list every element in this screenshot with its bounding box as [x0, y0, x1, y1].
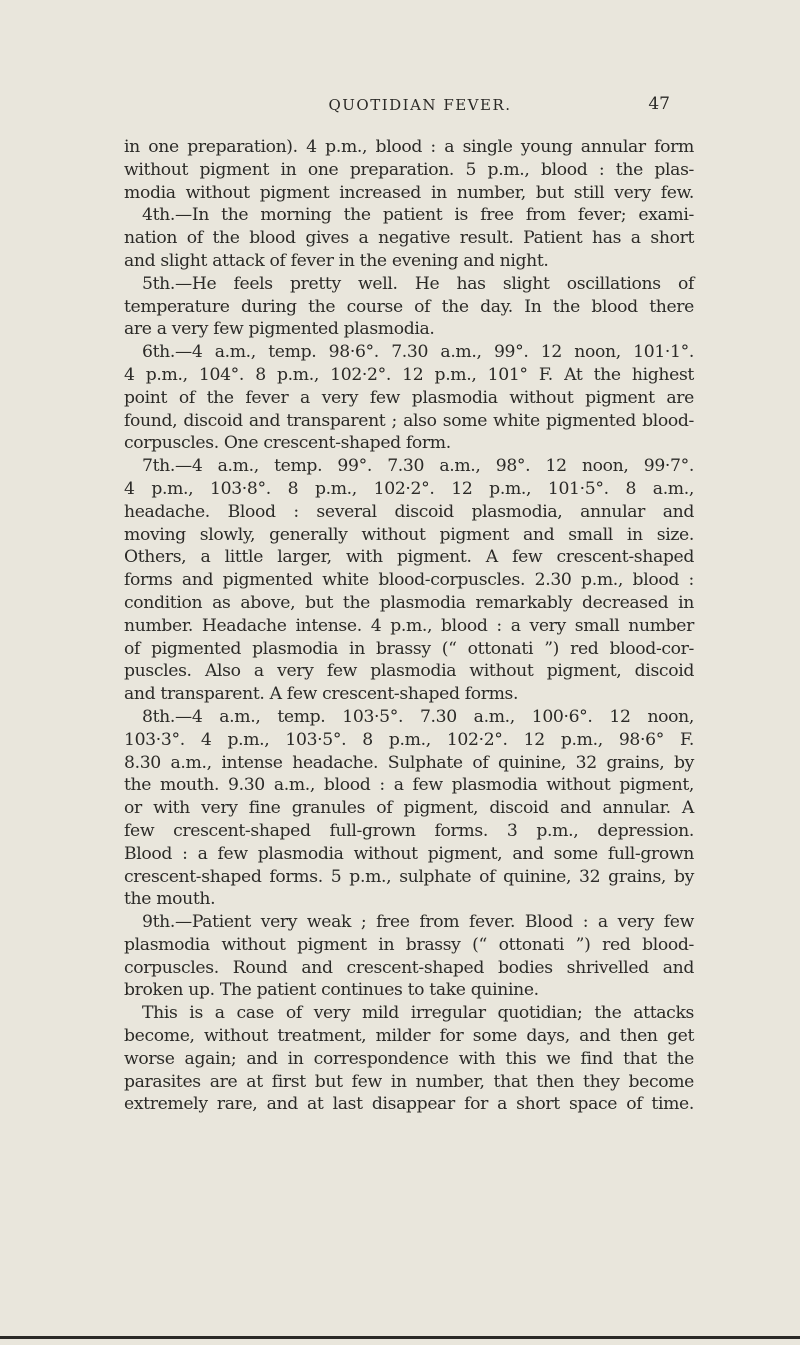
text-line: the mouth.	[124, 889, 216, 910]
text-line: number. Headache intense. 4 p.m., blood : a very small number	[124, 615, 694, 636]
text-line: of pigmented plasmodia in brassy (“ ottonati ”) red blood-cor-	[124, 638, 694, 659]
body-text	[124, 136, 694, 1116]
text-line: 8.30 a.m., intense headache. Sulphate of quinine, 32 grains, by	[124, 752, 694, 773]
text-line: parasites are at first but few in number, that then they become	[124, 1071, 694, 1092]
text-line: modia without pigment increased in number, but still very few.	[124, 182, 694, 203]
page-number: 47	[648, 94, 670, 114]
text-line: corpuscles. Round and crescent-shaped bodies shrivelled and	[124, 957, 694, 978]
text-line: broken up. The patient continues to take quinine.	[124, 980, 539, 1001]
text-line: few crescent-shaped full-grown forms. 3 p.m., depression.	[124, 820, 694, 841]
page-header	[0, 88, 800, 118]
text-line: 8th.—4 a.m., temp. 103·5°. 7.30 a.m., 100·6°. 12 noon,	[142, 706, 694, 727]
text-line: found, discoid and transparent ; also some white pigmented blood-	[124, 410, 694, 431]
text-line: condition as above, but the plasmodia remarkably decreased in	[124, 592, 694, 613]
text-line: in one preparation). 4 p.m., blood : a single young annular form	[124, 137, 694, 157]
text-line: forms and pigmented white blood-corpuscles. 2.30 p.m., blood :	[124, 570, 694, 591]
text-line: and slight attack of fever in the evening and night.	[124, 250, 549, 271]
text-line: point of the fever a very few plasmodia without pigment are	[124, 387, 694, 408]
text-line: Others, a little larger, with pigment. A few crescent-shaped	[124, 547, 694, 568]
text-line: temperature during the course of the day. In the blood there	[124, 296, 694, 317]
text-line: 4th.—In the morning the patient is free from fever; exami-	[142, 205, 694, 226]
text-line: worse again; and in correspondence with this we find that the	[124, 1048, 694, 1069]
text-line: moving slowly, generally without pigment and small in size.	[124, 524, 694, 545]
text-line: nation of the blood gives a negative result. Patient has a short	[124, 228, 694, 249]
text-line: are a very few pigmented plasmodia.	[124, 319, 435, 340]
text-line: 7th.—4 a.m., temp. 99°. 7.30 a.m., 98°. 12 noon, 99·7°.	[142, 456, 694, 477]
text-line: the mouth. 9.30 a.m., blood : a few plasmodia without pigment,	[124, 775, 694, 796]
text-line: become, without treatment, milder for some days, and then get	[124, 1026, 694, 1047]
text-line: without pigment in one preparation. 5 p.m., blood : the plas-	[124, 159, 694, 180]
text-line: puscles. Also a very few plasmodia without pigment, discoid	[124, 661, 694, 682]
text-line: or with very fine granules of pigment, discoid and annular. A	[124, 798, 694, 819]
text-line: 4 p.m., 103·8°. 8 p.m., 102·2°. 12 p.m., 101·5°. 8 a.m.,	[124, 478, 694, 499]
text-line: headache. Blood : several discoid plasmodia, annular and	[124, 501, 694, 522]
text-line: 5th.—He feels pretty well. He has slight oscillations of	[142, 273, 694, 294]
text-line: crescent-shaped forms. 5 p.m., sulphate of quinine, 32 grains, by	[124, 866, 694, 887]
text-line: and transparent. A few crescent-shaped forms.	[124, 684, 519, 705]
page-bottom-edge	[0, 1336, 800, 1339]
running-head: QUOTIDIAN FEVER.	[328, 96, 512, 114]
text-line: extremely rare, and at last disappear for a short space of time.	[124, 1094, 694, 1115]
text-line: 4 p.m., 104°. 8 p.m., 102·2°. 12 p.m., 101° F. At the highest	[124, 364, 694, 385]
text-line: plasmodia without pigment in brassy (“ ottonati ”) red blood-	[124, 934, 694, 955]
text-line: 6th.—4 a.m., temp. 98·6°. 7.30 a.m., 99°. 12 noon, 101·1°.	[142, 342, 694, 363]
text-line: Blood : a few plasmodia without pigment, and some full-grown	[124, 843, 694, 864]
text-line: 103·3°. 4 p.m., 103·5°. 8 p.m., 102·2°. 12 p.m., 98·6° F.	[124, 729, 694, 750]
text-line: 9th.—Patient very weak ; free from fever. Blood : a very few	[142, 912, 694, 933]
text-line: corpuscles. One crescent-shaped form.	[124, 433, 451, 454]
text-line: This is a case of very mild irregular quotidian; the attacks	[142, 1003, 694, 1024]
